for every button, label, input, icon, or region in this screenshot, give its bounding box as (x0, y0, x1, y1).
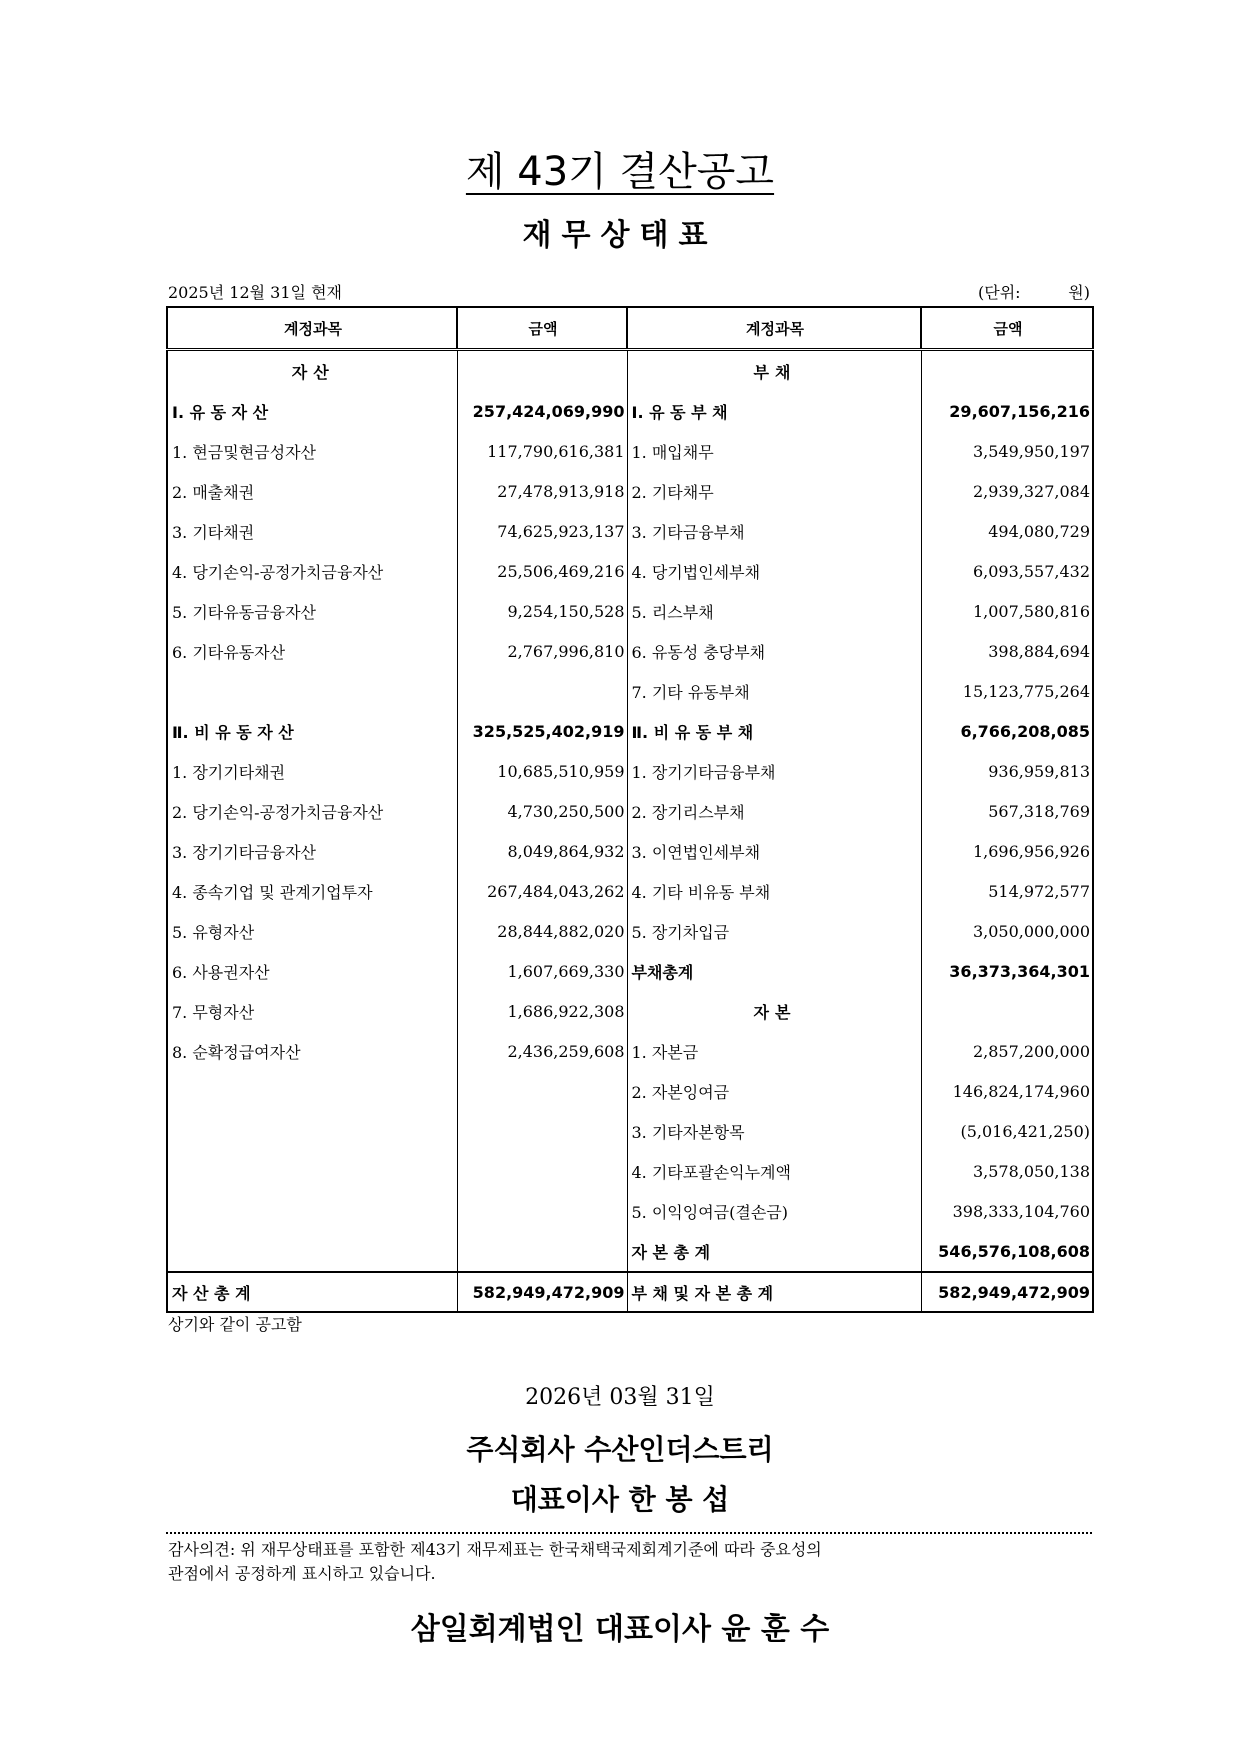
left-amount: 74,625,923,137 (457, 511, 627, 551)
right-account: 1. 자본금 (627, 1031, 921, 1071)
left-account (167, 1111, 457, 1151)
left-amount: 2,767,996,810 (457, 631, 627, 671)
left-account (167, 1151, 457, 1191)
left-amount: 1,607,669,330 (457, 951, 627, 991)
left-account: 3. 장기기타금융자산 (167, 831, 457, 871)
left-account: 6. 기타유동자산 (167, 631, 457, 671)
table-row (167, 911, 1093, 951)
right-amount: 567,318,769 (921, 791, 1093, 831)
audit-opinion-line1: 감사의견: 위 재무상태표를 포함한 제43기 재무제표는 한국채택국제회계기준에 따라 중요성의 (168, 1540, 822, 1559)
header-amount-right: 금액 (921, 307, 1093, 350)
left-amount: 27,478,913,918 (457, 471, 627, 511)
table-row (167, 1031, 1093, 1071)
left-account: Ⅰ. 유 동 자 산 (167, 391, 457, 431)
table-row (167, 431, 1093, 471)
table-row (167, 711, 1093, 751)
right-account: Ⅰ. 유 동 부 채 (627, 391, 921, 431)
right-amount: 6,093,557,432 (921, 551, 1093, 591)
left-amount (457, 671, 627, 711)
right-amount: 494,080,729 (921, 511, 1093, 551)
left-amount (457, 1151, 627, 1191)
left-account (167, 1071, 457, 1111)
right-amount: 936,959,813 (921, 751, 1093, 791)
right-amount (921, 350, 1093, 392)
total-liab-equity-label: 부 채 및 자 본 총 계 (627, 1272, 921, 1312)
right-account: 7. 기타 유동부채 (627, 671, 921, 711)
right-account: Ⅱ. 비 유 동 부 채 (627, 711, 921, 751)
total-assets-label: 자 산 총 계 (167, 1272, 457, 1312)
dotted-divider (166, 1532, 1092, 1534)
table-row (167, 1151, 1093, 1191)
right-amount: (5,016,421,250) (921, 1111, 1093, 1151)
right-amount: 398,333,104,760 (921, 1191, 1093, 1231)
right-amount: 1,007,580,816 (921, 591, 1093, 631)
right-account: 5. 장기차입금 (627, 911, 921, 951)
table-header (167, 307, 1093, 350)
table-row (167, 991, 1093, 1031)
table-row (167, 631, 1093, 671)
left-account (167, 1191, 457, 1231)
table-row (167, 1231, 1093, 1272)
left-account: 6. 사용권자산 (167, 951, 457, 991)
right-amount: 1,696,956,926 (921, 831, 1093, 871)
left-account: 4. 종속기업 및 관계기업투자 (167, 871, 457, 911)
table-row (167, 871, 1093, 911)
table-row (167, 1071, 1093, 1111)
table-body (167, 350, 1093, 1273)
left-amount: 8,049,864,932 (457, 831, 627, 871)
document-title: 제 43기 결산공고 (465, 149, 775, 195)
statement-title: 재무상태표 (522, 218, 718, 253)
right-account: 자본 (627, 991, 921, 1031)
left-amount: 25,506,469,216 (457, 551, 627, 591)
right-amount: 514,972,577 (921, 871, 1093, 911)
header-account-left: 계정과목 (167, 307, 457, 350)
totals-row (167, 1272, 1093, 1312)
left-amount: 117,790,616,381 (457, 431, 627, 471)
left-amount: 9,254,150,528 (457, 591, 627, 631)
right-account: 2. 기타채무 (627, 471, 921, 511)
header-account-right: 계정과목 (627, 307, 921, 350)
balance-sheet-table (166, 306, 1094, 1313)
right-amount: 6,766,208,085 (921, 711, 1093, 751)
right-amount: 15,123,775,264 (921, 671, 1093, 711)
right-account: 5. 리스부채 (627, 591, 921, 631)
right-account: 6. 유동성 충당부채 (627, 631, 921, 671)
table-row (167, 391, 1093, 431)
right-amount: 398,884,694 (921, 631, 1093, 671)
table-row (167, 350, 1093, 392)
left-account: 5. 기타유동금융자산 (167, 591, 457, 631)
left-account (167, 671, 457, 711)
left-account: 2. 당기손익-공정가치금융자산 (167, 791, 457, 831)
right-account: 3. 기타금융부채 (627, 511, 921, 551)
right-amount: 3,050,000,000 (921, 911, 1093, 951)
unit-prefix: (단위: (978, 283, 1021, 302)
notice-text: 상기와 같이 공고함 (168, 1315, 302, 1334)
right-amount (921, 991, 1093, 1031)
right-amount: 2,939,327,084 (921, 471, 1093, 511)
publication-date: 2026년 03월 31일 (525, 1385, 715, 1410)
right-account: 부채총계 (627, 951, 921, 991)
right-account: 4. 기타 비유동 부채 (627, 871, 921, 911)
right-amount: 2,857,200,000 (921, 1031, 1093, 1071)
left-amount: 4,730,250,500 (457, 791, 627, 831)
right-amount: 36,373,364,301 (921, 951, 1093, 991)
left-account: 1. 장기기타채권 (167, 751, 457, 791)
left-amount (457, 350, 627, 392)
auditor-name: 삼일회계법인 대표이사 윤 훈 수 (410, 1612, 830, 1647)
left-account: 4. 당기손익-공정가치금융자산 (167, 551, 457, 591)
table-row (167, 951, 1093, 991)
table-row (167, 471, 1093, 511)
right-account: 4. 당기법인세부채 (627, 551, 921, 591)
left-amount: 1,686,922,308 (457, 991, 627, 1031)
right-account: 4. 기타포괄손익누계액 (627, 1151, 921, 1191)
right-account: 5. 이익잉여금(결손금) (627, 1191, 921, 1231)
left-account: 자산 (167, 350, 457, 392)
left-account: 2. 매출채권 (167, 471, 457, 511)
left-account (167, 1231, 457, 1272)
left-account: Ⅱ. 비 유 동 자 산 (167, 711, 457, 751)
left-account: 8. 순확정급여자산 (167, 1031, 457, 1071)
total-assets-amount: 582,949,472,909 (457, 1272, 627, 1312)
left-amount (457, 1071, 627, 1111)
left-account: 7. 무형자산 (167, 991, 457, 1031)
right-account: 3. 기타자본항목 (627, 1111, 921, 1151)
right-account: 2. 자본잉여금 (627, 1071, 921, 1111)
left-account: 3. 기타채권 (167, 511, 457, 551)
right-amount: 29,607,156,216 (921, 391, 1093, 431)
left-account: 5. 유형자산 (167, 911, 457, 951)
left-amount (457, 1191, 627, 1231)
table-row (167, 751, 1093, 791)
right-amount: 546,576,108,608 (921, 1231, 1093, 1272)
table-row (167, 671, 1093, 711)
left-amount: 10,685,510,959 (457, 751, 627, 791)
table-row (167, 831, 1093, 871)
right-account: 2. 장기리스부채 (627, 791, 921, 831)
right-account: 자 본 총 계 (627, 1231, 921, 1272)
right-amount: 146,824,174,960 (921, 1071, 1093, 1111)
left-amount (457, 1231, 627, 1272)
ceo-name: 대표이사 한 봉 섭 (510, 1483, 730, 1516)
table-row (167, 591, 1093, 631)
left-amount: 267,484,043,262 (457, 871, 627, 911)
right-account: 부채 (627, 350, 921, 392)
left-account: 1. 현금및현금성자산 (167, 431, 457, 471)
table-row (167, 1111, 1093, 1151)
left-amount: 28,844,882,020 (457, 911, 627, 951)
left-amount: 325,525,402,919 (457, 711, 627, 751)
total-liab-equity-amount: 582,949,472,909 (921, 1272, 1093, 1312)
company-name: 주식회사 수산인더스트리 (466, 1433, 774, 1466)
table-row (167, 551, 1093, 591)
right-account: 1. 매입채무 (627, 431, 921, 471)
unit-label (978, 280, 1090, 303)
right-account: 3. 이연법인세부채 (627, 831, 921, 871)
audit-opinion-line2: 관점에서 공정하게 표시하고 있습니다. (168, 1564, 436, 1583)
table-row (167, 791, 1093, 831)
header-amount-left: 금액 (457, 307, 627, 350)
table-row (167, 511, 1093, 551)
unit-value: 원) (1068, 283, 1090, 302)
right-account: 1. 장기기타금융부채 (627, 751, 921, 791)
right-amount: 3,549,950,197 (921, 431, 1093, 471)
left-amount: 257,424,069,990 (457, 391, 627, 431)
left-amount (457, 1111, 627, 1151)
left-amount: 2,436,259,608 (457, 1031, 627, 1071)
table-row (167, 1191, 1093, 1231)
audit-opinion (168, 1538, 1088, 1586)
right-amount: 3,578,050,138 (921, 1151, 1093, 1191)
as-of-date: 2025년 12월 31일 현재 (168, 283, 342, 302)
